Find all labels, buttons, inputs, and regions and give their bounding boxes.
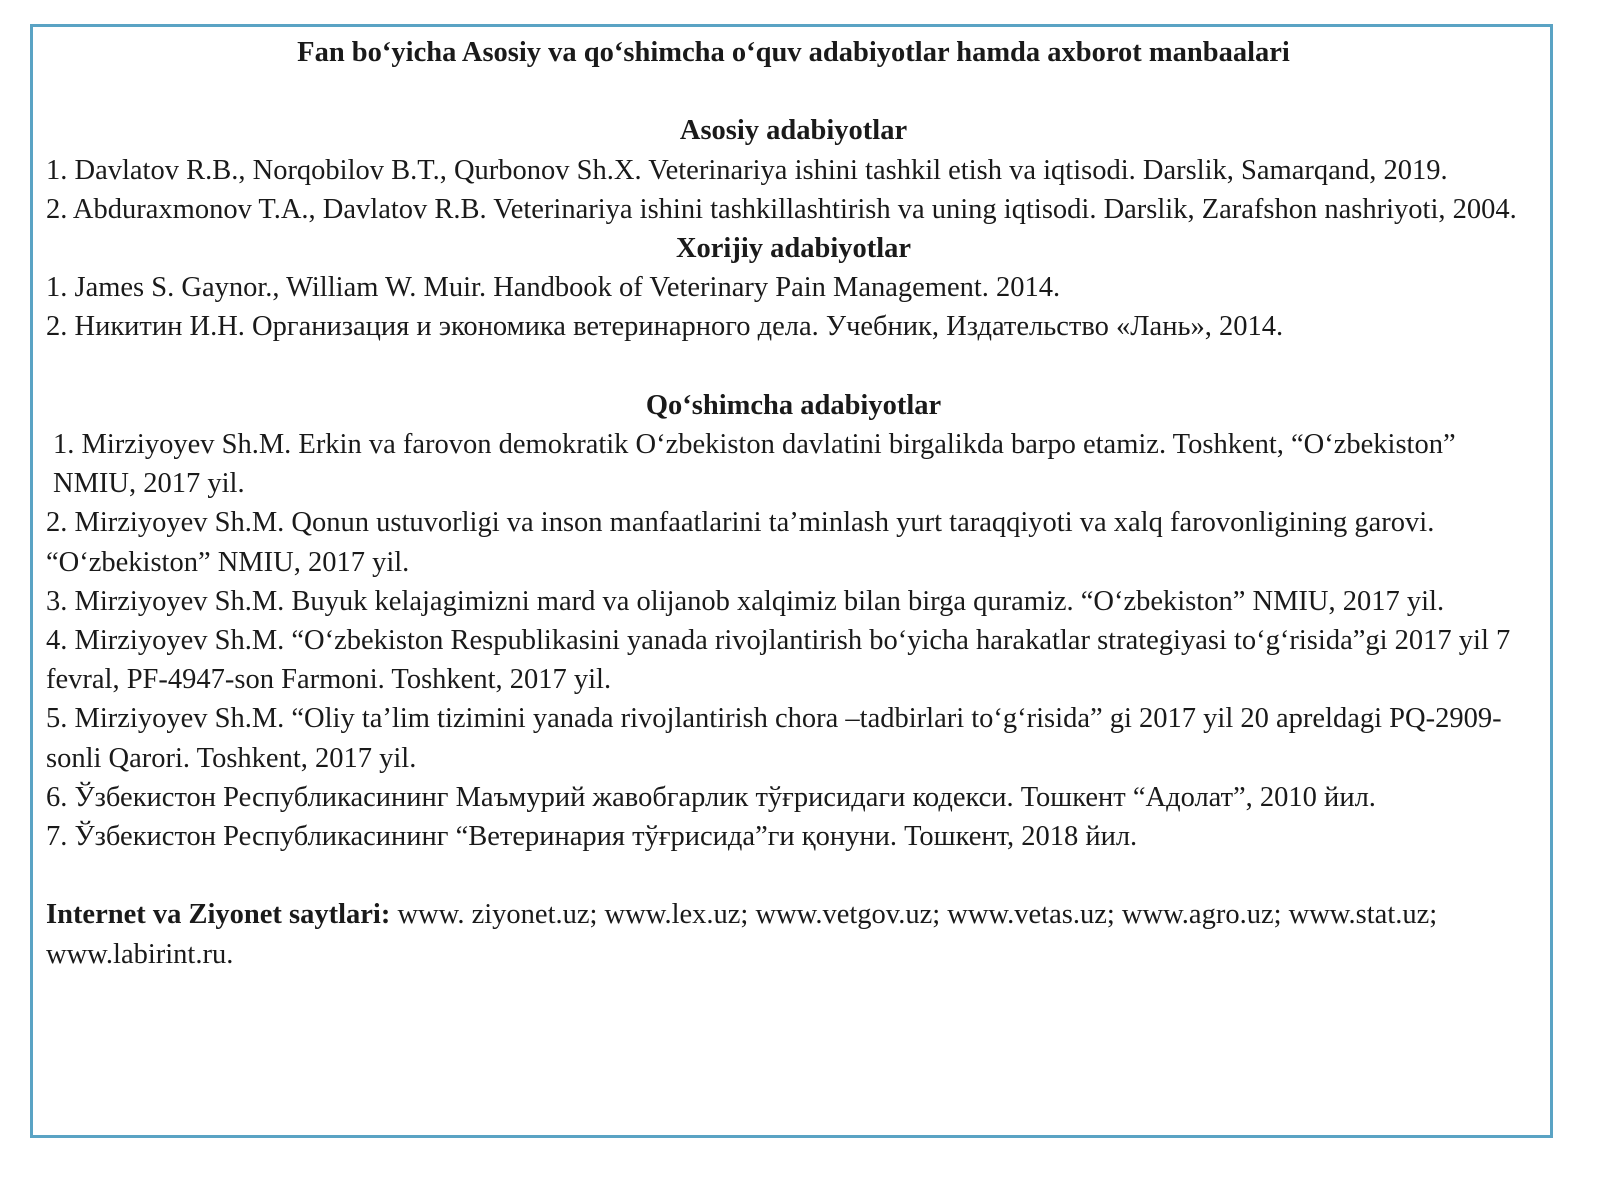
- additional-literature-item-4: 4. Mirziyoyev Sh.M. “O‘zbekiston Respublikasini yanada rivojlantirish bo‘yicha harakatlar strategiyasi to‘g‘risida”gi 2017 yil 7 fevral, PF-4947-son Farmoni. Toshkent, 2017 yil.: [46, 625, 1511, 696]
- main-literature-heading: Asosiy adabiyotlar: [679, 115, 908, 147]
- document-title: Fan bo‘yicha Asosiy va qo‘shimcha o‘quv adabiyotlar hamda axborot manbaalari: [297, 37, 1290, 68]
- internet-resources-links: www. ziyonet.uz; www.lex.uz; www.vetgov.uz; www.vetas.uz; www.agro.uz; www.stat.uz; www.labirint.ru.: [46, 899, 1438, 970]
- additional-literature-item-7: 7. Ўзбекистон Республикасининг “Ветеринария тўғрисида”ги қонуни. Тошкент, 2018 йил.: [46, 821, 1138, 853]
- foreign-literature-item-1: 1. James S. Gaynor., William W. Muir. Handbook of Veterinary Pain Management. 2014.: [46, 272, 1061, 304]
- additional-literature-item-5: 5. Mirziyoyev Sh.M. “Oliy ta’lim tizimini yanada rivojlantirish chora –tadbirlari to‘g‘risida” gi 2017 yil 20 apreldagi PQ-2909-sonli Qarori. Toshkent, 2017 yil.: [46, 703, 1502, 774]
- additional-literature-item-2: 2. Mirziyoyev Sh.M. Qonun ustuvorligi va inson manfaatlarini ta’minlash yurt taraqqiyoti va xalq farovonligining garovi. “O‘zbekiston” NMIU, 2017 yil.: [46, 507, 1435, 578]
- foreign-literature-item-2: 2. Никитин И.Н. Организация и экономика ветеринарного дела. Учебник, Издательство «Лань», 2014.: [46, 311, 1284, 343]
- additional-literature-heading: Qo‘shimcha adabiyotlar: [645, 389, 942, 421]
- main-literature-item-2: 2. Abduraxmonov T.A., Davlatov R.B. Veterinariya ishini tashkillashtirish va uning iqtisodi. Darslik, Zarafshon nashriyoti, 2004.: [46, 193, 1517, 225]
- additional-literature-item-6: 6. Ўзбекистон Республикасининг Маъмурий жавобгарлик тўғрисидаги кодекси. Тошкент “Адолат”, 2010 йил.: [46, 781, 1376, 813]
- document-content: [46, 33, 1541, 974]
- additional-literature-item-3: 3. Mirziyoyev Sh.M. Buyuk kelajagimizni mard va olijanob xalqimiz bilan birga quramiz. “O‘zbekiston” NMIU, 2017 yil.: [46, 585, 1445, 617]
- main-literature-item-1: 1. Davlatov R.B., Norqobilov B.T., Qurbonov Sh.X. Veterinariya ishini tashkil etish va iqtisodi. Darslik, Samarqand, 2019.: [46, 154, 1448, 186]
- spacer: [46, 347, 1541, 386]
- spacer: [46, 72, 1541, 111]
- internet-resources: [46, 895, 1541, 973]
- spacer: [46, 856, 1541, 895]
- internet-resources-label: Internet va Ziyonet saytlari:: [46, 899, 391, 931]
- additional-literature-item-1: 1. Mirziyoyev Sh.M. Erkin va farovon demokratik O‘zbekiston davlatini birgalikda barpo etamiz. Toshkent, “O‘zbekiston” NMIU, 2017 yil.: [53, 429, 1456, 500]
- foreign-literature-heading: Xorijiy adabiyotlar: [675, 233, 912, 264]
